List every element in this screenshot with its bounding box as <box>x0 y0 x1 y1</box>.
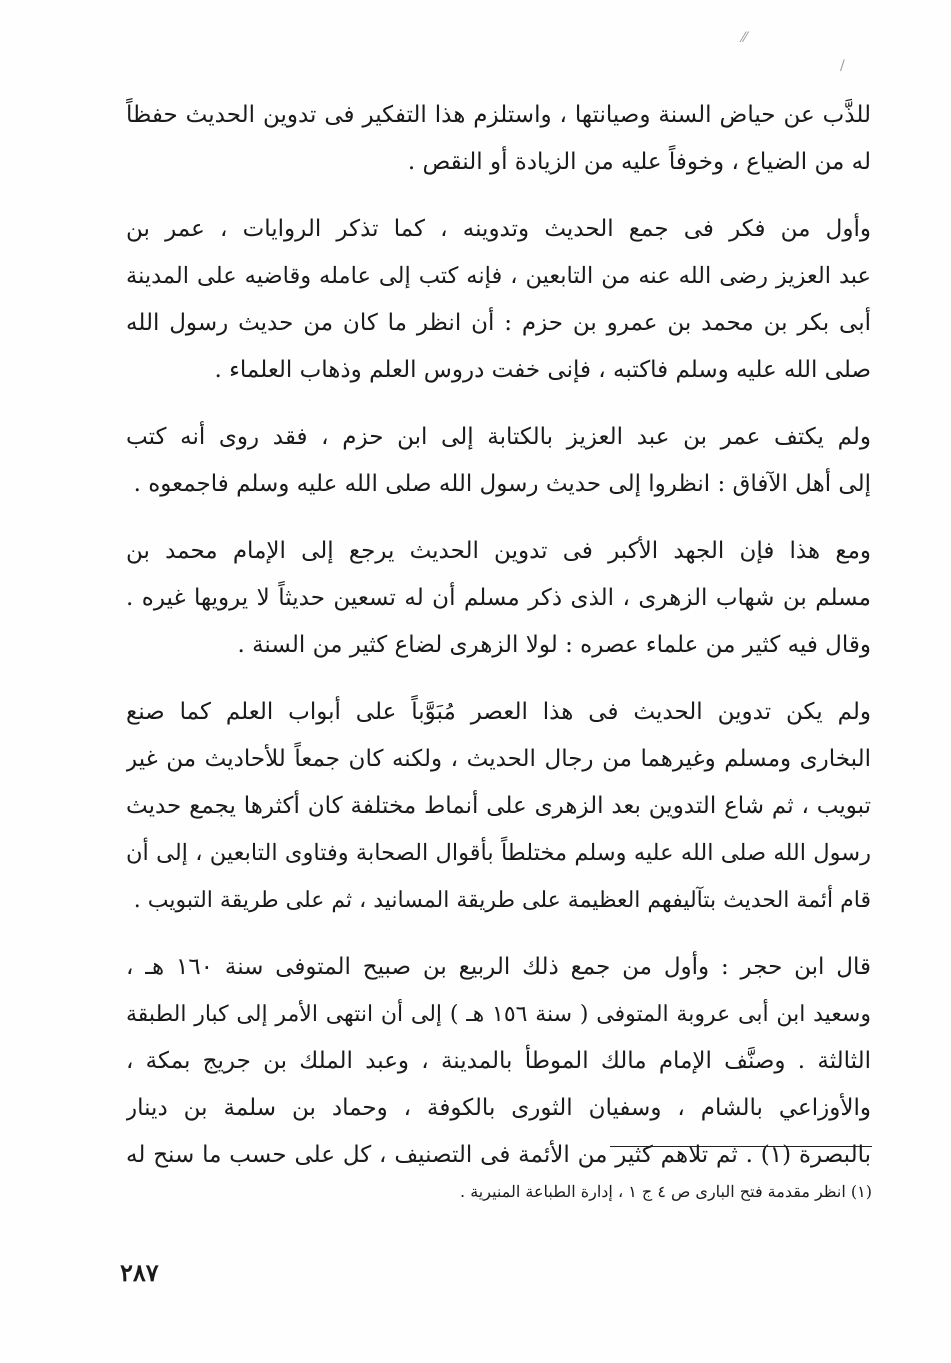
paragraph <box>126 92 871 186</box>
paragraph <box>126 689 871 924</box>
text-line: وسعيد ابن أبى عروبة المتوفى ( سنة ١٥٦ هـ ) إلى أن انتهى الأمر إلى كبار الطبقة <box>126 1002 871 1027</box>
scan-mark: ⁄⁄ <box>742 30 747 46</box>
text-line: عبد العزيز رضى الله عنه من التابعين ، فإنه كتب إلى عامله وقاضيه على المدينة <box>126 263 871 289</box>
text-line: تبويب ، ثم شاع التدوين بعد الزهرى على أنماط مختلفة كان أكثرها يجمع حديث <box>126 793 871 819</box>
paragraph <box>126 528 871 669</box>
text-line: والأوزاعي بالشام ، وسفيان الثورى بالكوفة ، وحماد بن سلمة بن دينار <box>126 1095 871 1121</box>
paragraph <box>126 206 871 394</box>
text-line: له من الضياع ، وخوفاً عليه من الزيادة أو النقص . <box>407 149 871 175</box>
text-line: وقال فيه كثير من علماء عصره : لولا الزهرى لضاع كثير من السنة . <box>237 632 871 658</box>
text-line: صلى الله عليه وسلم فاكتبه ، فإنى خفت دروس العلم وذهاب العلماء . <box>214 357 871 383</box>
text-line: قال ابن حجر : وأول من جمع ذلك الربيع بن صبيح المتوفى سنة ١٦٠ هـ ، <box>126 954 871 980</box>
text-line: الثالثة . وصنَّف الإمام مالك الموطأ بالمدينة ، وعبد الملك بن جريج بمكة ، <box>126 1048 871 1074</box>
text-line: مسلم بن شهاب الزهرى ، الذى ذكر مسلم أن له تسعين حديثاً لا يرويها غيره . <box>126 585 871 611</box>
body-text <box>126 92 871 1199</box>
text-line: إلى أهل الآفاق : انظروا إلى حديث رسول الله صلى الله عليه وسلم فاجمعوه . <box>133 471 871 497</box>
text-line: بالبصرة (١) . ثم تلاهم كثير من الأئمة فى التصنيف ، كل على حسب ما سنح له <box>126 1142 871 1168</box>
scan-mark: / <box>840 58 845 74</box>
page-number: ٢٨٧ <box>120 1258 159 1287</box>
text-line: ومع هذا فإن الجهد الأكبر فى تدوين الحديث يرجع إلى الإمام محمد بن <box>126 538 871 564</box>
paragraph <box>126 944 871 1179</box>
footnote-divider <box>610 1146 872 1147</box>
text-line: قام أئمة الحديث بتآليفهم العظيمة على طريقة المسانيد ، ثم على طريقة التبويب . <box>133 888 871 913</box>
text-line: أبى بكر بن محمد بن عمرو بن حزم : أن انظر ما كان من حديث رسول الله <box>126 310 871 336</box>
footnote: (١) انظر مقدمة فتح البارى ص ٤ ج ١ ، إدارة الطباعة المنيرية . <box>460 1182 872 1201</box>
text-line: رسول الله صلى الله عليه وسلم مختلطاً بأقوال الصحابة وفتاوى التابعين ، إلى أن <box>126 840 871 866</box>
paragraph <box>126 414 871 508</box>
text-line: البخارى ومسلم وغيرهما من رجال الحديث ، ولكنه كان جمعاً للأحاديث من غير <box>126 746 871 772</box>
text-line: للذَّب عن حياض السنة وصيانتها ، واستلزم هذا التفكير فى تدوين الحديث حفظاً <box>126 102 871 128</box>
text-line: ولم يكن تدوين الحديث فى هذا العصر مُبَوَّباً على أبواب العلم كما صنع <box>126 699 871 725</box>
text-line: ولم يكتف عمر بن عبد العزيز بالكتابة إلى ابن حزم ، فقد روى أنه كتب <box>126 424 871 450</box>
text-line: وأول من فكر فى جمع الحديث وتدوينه ، كما تذكر الروايات ، عمر بن <box>126 216 871 242</box>
